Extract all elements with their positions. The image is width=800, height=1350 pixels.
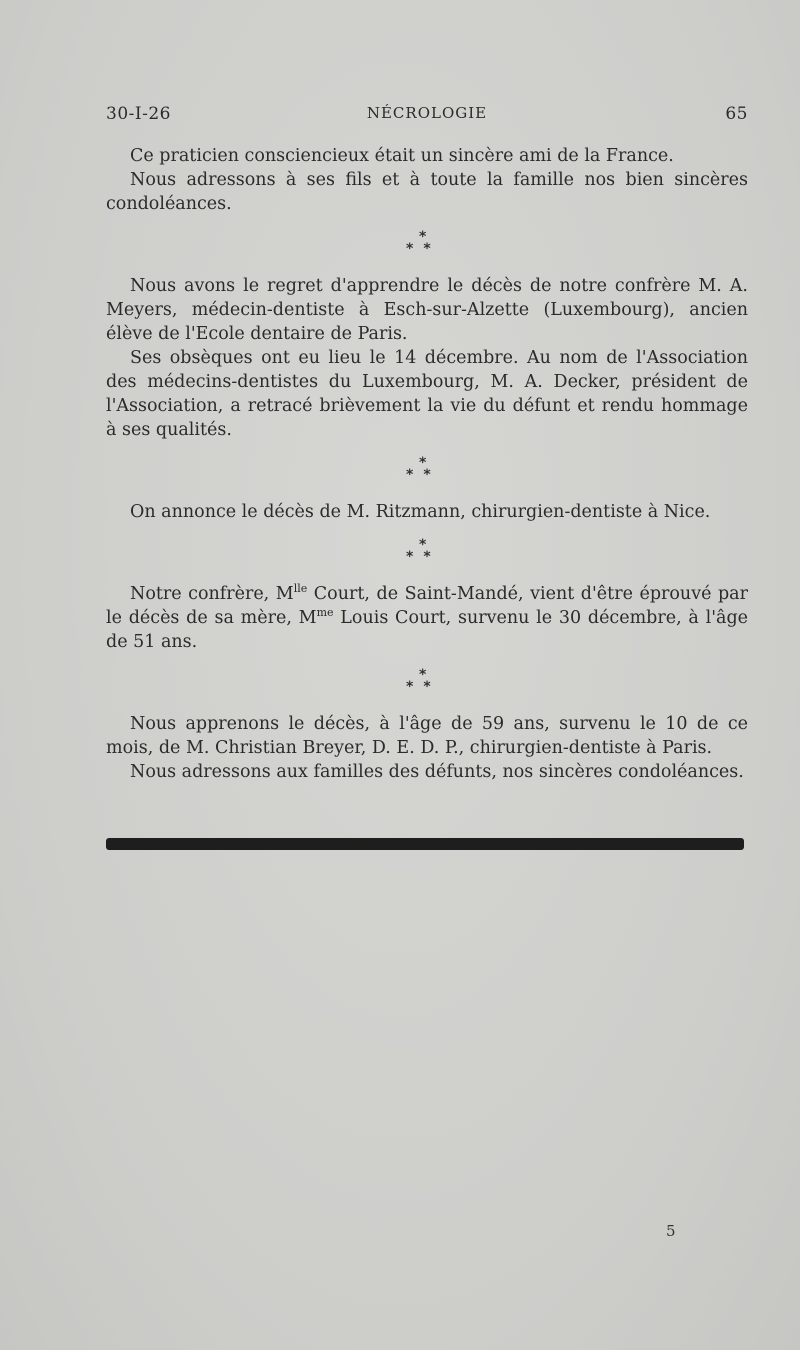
paragraph-6-part-c: Louis Court, survenu le 30 décembre, à l'âge de 51 ans. — [106, 608, 749, 652]
paragraph-3: Nous avons le regret d'apprendre le décès de notre confrère M. A. Meyers, médecin-dentiste à Esch-sur-Alzette (Luxembourg), ancien élève de l'Ecole dentaire de Paris. — [106, 276, 748, 344]
paragraph-7: Nous apprenons le décès, à l'âge de 59 ans, survenu le 10 de ce mois, de M. Christian Breyer, D. E. D. P., chirurgien-dentiste à Paris. — [106, 714, 748, 758]
page-number: 65 — [725, 104, 748, 124]
asterism-bottom: ** — [406, 679, 441, 695]
signature-mark: 5 — [666, 1222, 676, 1240]
header-title: NÉCROLOGIE — [366, 104, 488, 122]
asterism-top: * — [419, 455, 427, 471]
paragraph-6 — [106, 582, 748, 654]
paragraph-2: Nous adressons à ses fils et à toute la famille nos bien sincères condoléances. — [106, 170, 748, 214]
paragraph-1: Ce praticien consciencieux était un sincère ami de la France. — [130, 146, 674, 166]
asterism-bottom: ** — [406, 467, 441, 483]
superscript-me: me — [316, 606, 334, 619]
asterism-bottom: ** — [406, 241, 441, 257]
asterism-divider-2 — [106, 456, 748, 484]
section-end-rule — [106, 838, 744, 850]
asterism-top: * — [419, 229, 427, 245]
asterism-divider-3 — [106, 538, 748, 566]
paragraph-8: Nous adressons aux familles des défunts, nos sincères condoléances. — [130, 762, 744, 782]
paragraph-6-part-a: Notre confrère, M — [130, 584, 294, 604]
asterism-bottom: ** — [406, 549, 441, 565]
paragraph-5: On annonce le décès de M. Ritzmann, chirurgien-dentiste à Nice. — [130, 502, 711, 522]
paragraph-4: Ses obsèques ont eu lieu le 14 décembre. Au nom de l'Association des médecins-dentistes du Luxembourg, M. A. Decker, président de l'Association, a retracé brièvement la vie du défunt et rendu hommage à ses qualités. — [106, 348, 748, 440]
asterism-divider-1 — [106, 230, 748, 258]
superscript-lle: lle — [293, 582, 308, 595]
paragraph-6-part-b: Court, de Saint-Mandé, vient d'être éprouvé par le décès de sa mère, M — [106, 584, 748, 628]
running-header — [106, 104, 748, 130]
asterism-top: * — [419, 537, 427, 553]
header-date: 30-I-26 — [106, 104, 171, 124]
article-body — [106, 144, 748, 784]
asterism-top: * — [419, 667, 427, 683]
asterism-divider-4 — [106, 668, 748, 696]
